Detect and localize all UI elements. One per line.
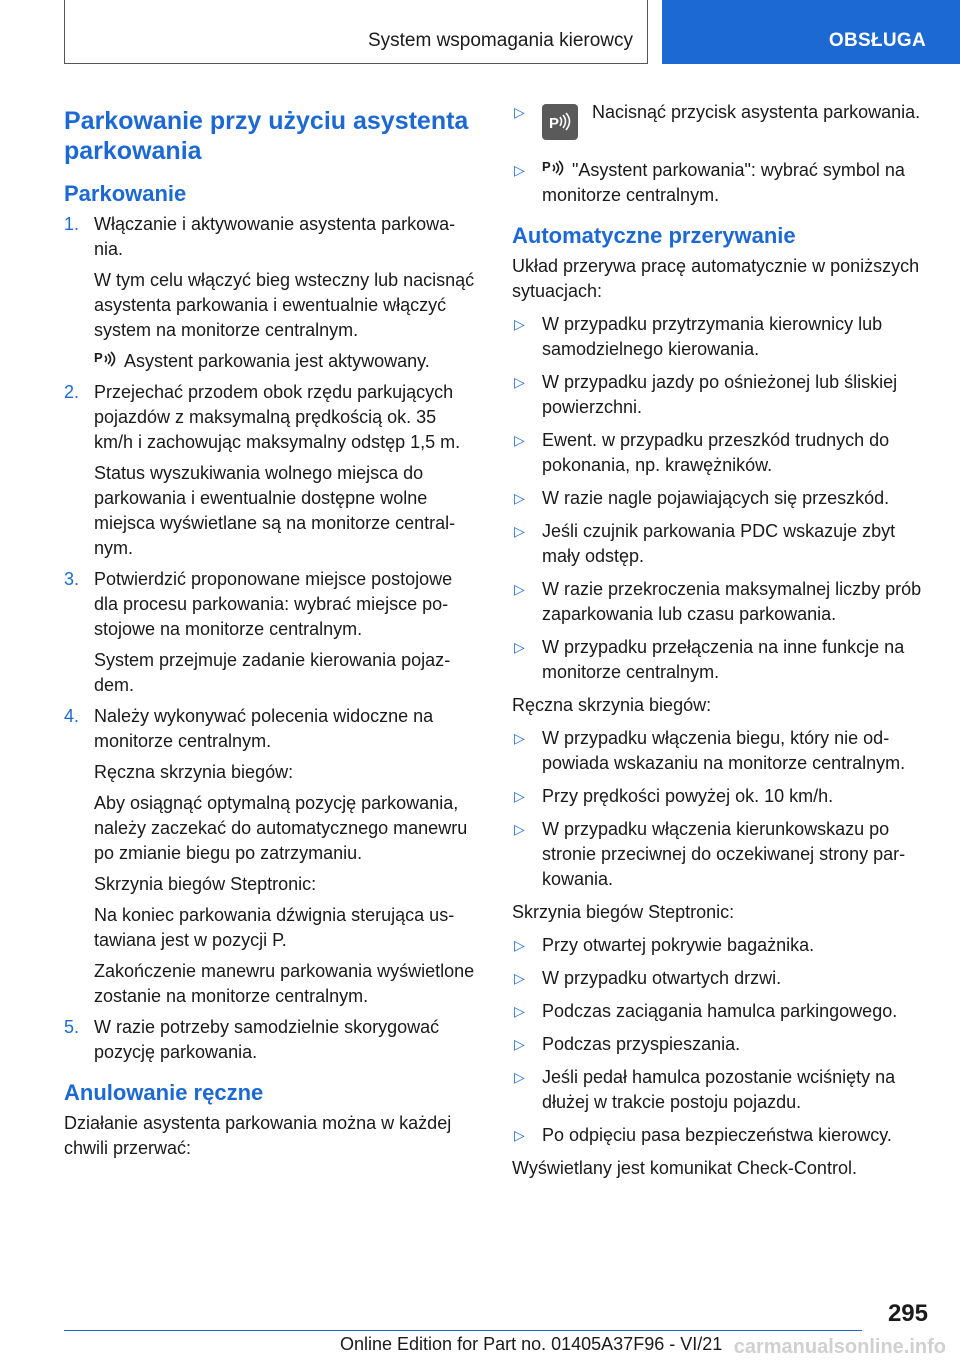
step-text: Ręczna skrzynia biegów:: [94, 762, 294, 782]
step-number: 5.: [64, 1017, 80, 1037]
step-text: Na koniec parkowania dźwignia sterująca ustawiana jest w pozycji P.: [94, 905, 455, 950]
bullet-text: W przypadku otwartych drzwi.: [542, 968, 782, 988]
list-item: [512, 577, 928, 627]
step-text: Przejechać przodem obok rzędu parkujących pojazdów z maksymalną prędkością ok. 35 km/h i zachowując maksymalny odstęp 1,5 m.: [94, 382, 461, 452]
bullet-icon: ▷: [514, 1036, 525, 1052]
step-text: Należy wykonywać polecenia widoczne na monitorze centralnym.: [94, 706, 434, 751]
header-frame: [64, 0, 648, 64]
bullet-icon: ▷: [514, 639, 525, 655]
bullet-text: Ewent. w przypadku przeszkód trudnych do pokonania, np. krawężników.: [542, 430, 890, 475]
step-text: W tym celu włączyć bieg wsteczny lub nacisnąć asystenta parkowania i ewentualnie włączyć system na monitorze centralnym.: [94, 270, 475, 340]
list-item: [512, 370, 928, 420]
bullet-text: Podczas przyspieszania.: [542, 1034, 741, 1054]
bullet-icon: ▷: [514, 788, 525, 804]
svg-text:P: P: [542, 159, 551, 174]
bullet-text: Przy otwartej pokrywie bagażnika.: [542, 935, 815, 955]
step-number: 4.: [64, 706, 80, 726]
bullet-text: Jeśli czujnik parkowania PDC wskazuje zbyt mały odstęp.: [542, 521, 896, 566]
list-item: [512, 486, 928, 511]
list-item: [512, 519, 928, 569]
bullet-text: Nacisnąć przycisk asystenta parkowania.: [592, 102, 921, 122]
bullet-icon: ▷: [514, 970, 525, 986]
step-text: Asystent parkowania jest aktywowany.: [124, 351, 430, 371]
step-text: Aby osiągnąć optymalną pozycję parkowania, należy zaczekać do automatycznego manewru po zmianie biegu po zatrzymaniu.: [94, 793, 468, 863]
section-title: Parkowanie przy użyciu asystenta parkowania: [64, 107, 469, 165]
list-item: [512, 966, 928, 991]
bullet-text: Przy prędkości powyżej ok. 10 km/h.: [542, 786, 834, 806]
bullet-icon: ▷: [514, 730, 525, 746]
list-item: [512, 784, 928, 809]
step-text: Status wyszukiwania wolnego miejsca do parkowania i ewentualnie dostępne wolne miejsca wyświetlane są na monitorze centralnym.: [94, 463, 456, 558]
bullet-icon: ▷: [514, 937, 525, 953]
list-item: [512, 933, 928, 958]
watermark: carmanualsonline.info: [733, 1336, 946, 1358]
bullet-text: Po odpięciu pasa bezpieczeństwa kierowcy.: [542, 1125, 892, 1145]
bullet-icon: ▷: [514, 432, 525, 448]
parking-assistant-icon: [94, 350, 118, 370]
svg-text:P: P: [94, 350, 103, 365]
bullet-text: Jeśli pedał hamulca pozostanie wciśnięty na dłużej w trakcie postoju pojazdu.: [542, 1067, 896, 1112]
bullet-icon: ▷: [514, 581, 525, 597]
subsection-title: Parkowanie: [64, 181, 187, 206]
step-text-with-icon: [94, 349, 478, 374]
footer-divider: [64, 1330, 862, 1331]
step-number: 3.: [64, 569, 80, 589]
parking-assistant-icon: [542, 159, 566, 179]
edition-note: Online Edition for Part no. 01405A37F96 - VI/21: [340, 1334, 723, 1354]
auto-stop-intro: Układ przerywa pracę automatycznie w poniższych sytuacjach:: [512, 256, 920, 301]
list-item: [512, 1123, 928, 1148]
bullet-icon: ▷: [514, 162, 525, 178]
list-item: [512, 100, 928, 150]
bullet-text: W przypadku włączenia kierunkowskazu po stronie przeciwnej do oczekiwanej strony parkowania.: [542, 819, 906, 889]
step-5: [64, 1015, 478, 1065]
final-text: Wyświetlany jest komunikat Check-Control.: [512, 1158, 857, 1178]
svg-text:P: P: [549, 115, 560, 132]
bullet-text: Podczas zaciągania hamulca parkingowego.: [542, 1001, 898, 1021]
list-item: [512, 1032, 928, 1057]
list-item: [512, 635, 928, 685]
bullet-icon: ▷: [514, 374, 525, 390]
list-item: [512, 726, 928, 776]
cancel-title: Anulowanie ręczne: [64, 1080, 264, 1105]
step-text: Skrzynia biegów Steptronic:: [94, 874, 317, 894]
step-1: [64, 212, 478, 374]
list-item: [512, 158, 928, 208]
chapter-title: System wspomagania kierowcy: [367, 30, 633, 51]
list-item: [512, 428, 928, 478]
step-3: [64, 567, 478, 698]
parking-assistant-button-icon: [542, 104, 578, 140]
list-item: [512, 999, 928, 1024]
bullet-icon: ▷: [514, 523, 525, 539]
step-2: [64, 380, 478, 561]
bullet-icon: ▷: [514, 316, 525, 332]
page-number: 295: [887, 1300, 928, 1327]
left-column: [64, 100, 478, 1169]
step-text: Włączanie i aktywowanie asystenta parkowania.: [94, 214, 456, 259]
bullet-text: W razie przekroczenia maksymalnej liczby prób zaparkowania lub czasu parkowania.: [542, 579, 922, 624]
step-text: System przejmuje zadanie kierowania pojazdem.: [94, 650, 451, 695]
step-4: [64, 704, 478, 1009]
bullet-icon: ▷: [514, 1003, 525, 1019]
bullet-icon: ▷: [514, 821, 525, 837]
bullet-icon: ▷: [514, 490, 525, 506]
section-tab-label: OBSŁUGA: [828, 30, 926, 51]
bullet-text: W przypadku włączenia biegu, który nie odpowiada wskazaniu na monitorze centralnym.: [542, 728, 906, 773]
step-number: 1.: [64, 214, 80, 234]
steptronic-label: Skrzynia biegów Steptronic:: [512, 902, 735, 922]
list-item: [512, 817, 928, 892]
bullet-text: W przypadku przełączenia na inne funkcje na monitorze centralnym.: [542, 637, 905, 682]
bullet-text: W razie nagle pojawiających się przeszkód.: [542, 488, 890, 508]
step-text: Potwierdzić proponowane miejsce postojowe dla procesu parkowania: wybrać miejsce postojowe na monitorze centralnym.: [94, 569, 453, 639]
bullet-text: "Asystent parkowania": wybrać symbol na monitorze centralnym.: [542, 160, 905, 205]
bullet-icon: ▷: [514, 1069, 525, 1085]
bullet-icon: ▷: [514, 104, 525, 120]
section-tab[interactable]: [662, 0, 960, 64]
list-item: [512, 1065, 928, 1115]
step-number: 2.: [64, 382, 80, 402]
step-text: W razie potrzeby samodzielnie skorygować pozycję parkowania.: [94, 1017, 440, 1062]
right-column: [512, 100, 928, 1189]
bullet-text: W przypadku jazdy po ośnieżonej lub śliskiej powierzchni.: [542, 372, 898, 417]
bullet-icon: ▷: [514, 1127, 525, 1143]
auto-stop-title: Automatyczne przerywanie: [512, 223, 796, 248]
list-item: [512, 312, 928, 362]
manual-gearbox-label: Ręczna skrzynia biegów:: [512, 695, 712, 715]
bullet-text: W przypadku przytrzymania kierownicy lub samodzielnego kierowania.: [542, 314, 883, 359]
cancel-text: Działanie asystenta parkowania można w każdej chwili przerwać:: [64, 1113, 452, 1158]
step-text: Zakończenie manewru parkowania wyświetlone zostanie na monitorze centralnym.: [94, 961, 475, 1006]
